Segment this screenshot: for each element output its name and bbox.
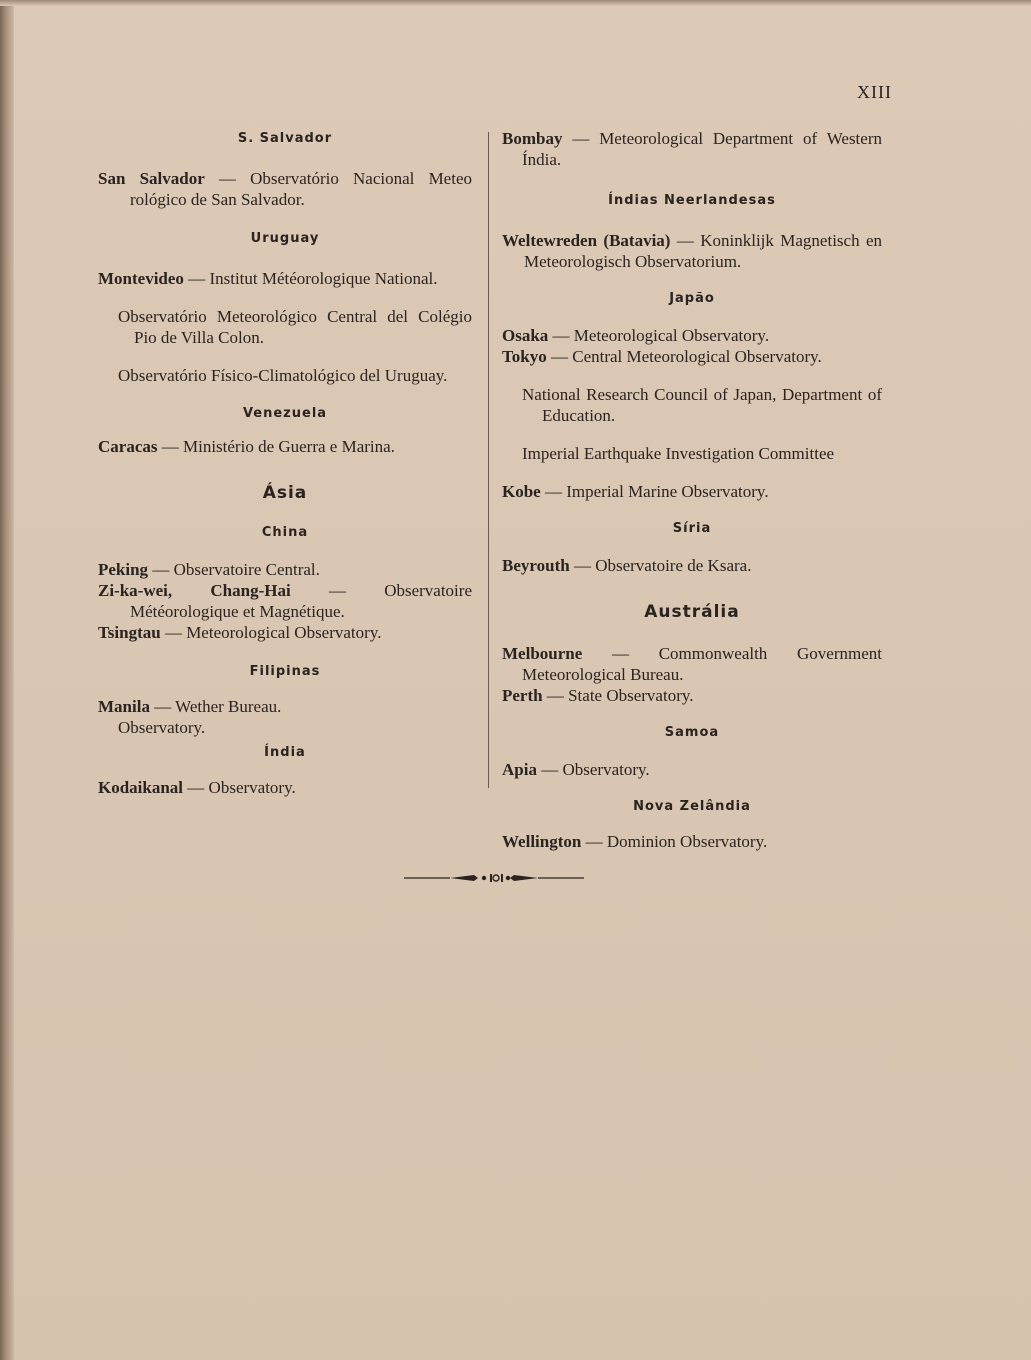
entry-city: Kobe bbox=[502, 482, 541, 501]
entry-city: Caracas bbox=[98, 437, 158, 456]
section-heading-nova-zelandia: Nova Zelândia bbox=[633, 799, 751, 814]
entry-apia bbox=[502, 759, 882, 780]
section-heading-uruguay: Uruguay bbox=[250, 231, 320, 246]
entry-text: — Observatoire Météorologique et Magnétique. bbox=[130, 581, 472, 621]
entry-city: Tokyo bbox=[502, 347, 547, 366]
right-column bbox=[502, 128, 882, 852]
entry-text: — Observatory. bbox=[536, 760, 650, 779]
entry-city: Wellington bbox=[502, 832, 582, 851]
entry-san-salvador bbox=[98, 168, 472, 210]
entry-city: Tsingtau bbox=[98, 623, 161, 642]
entry-kobe bbox=[502, 481, 882, 502]
entry-tokyo bbox=[502, 346, 882, 367]
entry-city: San Salvador bbox=[98, 169, 205, 188]
entry-text: — Central Meteorological Observatory. bbox=[546, 347, 822, 366]
entry-wellington bbox=[502, 831, 882, 852]
entry-text: — Meteorological Observatory. bbox=[548, 326, 770, 345]
section-heading-samoa: Samoa bbox=[664, 725, 720, 740]
entry-perth bbox=[502, 685, 882, 706]
entry-text: — Observatoire Central. bbox=[148, 560, 320, 579]
entry-city: Beyrouth bbox=[502, 556, 570, 575]
section-heading-filipinas: Filipinas bbox=[249, 664, 321, 679]
entry-text: — Commonwealth Government Meteorological Bureau. bbox=[522, 644, 882, 684]
entry-montevideo bbox=[98, 268, 472, 289]
entry-tsingtau bbox=[98, 622, 472, 643]
entry-city: Peking bbox=[98, 560, 149, 579]
entry-caracas bbox=[98, 436, 472, 457]
entry-text: — Wether Bureau. bbox=[149, 697, 282, 716]
left-column bbox=[98, 128, 472, 798]
entry-sub-line: Observatory. bbox=[118, 718, 206, 737]
ornamental-rule-icon bbox=[404, 870, 584, 886]
entry-text: — Observatory. bbox=[183, 778, 296, 797]
entry-city: Manila bbox=[98, 697, 150, 716]
entry-city: Kodaikanal bbox=[98, 778, 184, 797]
entry-sub-line: Imperial Earthquake Investigation Committee bbox=[522, 444, 835, 463]
entry-text: — State Observatory. bbox=[542, 686, 694, 705]
section-heading-india: Índia bbox=[264, 745, 306, 760]
entry-kodaikanal bbox=[98, 777, 472, 798]
entry-manila bbox=[98, 696, 472, 717]
entry-text: — Observatório Nacional Meteo rológico de San Salvador. bbox=[130, 169, 472, 209]
section-heading-venezuela: Venezuela bbox=[242, 406, 328, 421]
entry-weltewreden bbox=[502, 230, 882, 272]
entry-text: — Ministério de Guerra e Marina. bbox=[157, 437, 395, 456]
page-binding-edge bbox=[0, 0, 14, 1360]
entry-text: — Institut Météorologique National. bbox=[183, 269, 438, 288]
entry-text: — Dominion Observatory. bbox=[581, 832, 768, 851]
entry-city: Melbourne bbox=[502, 644, 583, 663]
region-title-asia: Ásia bbox=[262, 483, 308, 503]
entry-beyrouth bbox=[502, 555, 882, 576]
region-title-australia: Austrália bbox=[644, 602, 740, 622]
entry-sub-line: National Research Council of Japan, Department of Education. bbox=[522, 385, 882, 425]
entry-city: Montevideo bbox=[98, 269, 184, 288]
entry-city: Osaka bbox=[502, 326, 549, 345]
page-number: XIII bbox=[857, 82, 892, 102]
section-heading-s-salvador: S. Salvador bbox=[237, 131, 333, 146]
entry-text: — Imperial Marine Observatory. bbox=[540, 482, 769, 501]
entry-city: Zi-ka-wei, Chang-Hai bbox=[98, 581, 291, 600]
entry-zi-ka-wei bbox=[98, 580, 472, 622]
section-heading-siria: Síria bbox=[672, 521, 712, 536]
entry-city: Perth bbox=[502, 686, 543, 705]
entry-melbourne bbox=[502, 643, 882, 685]
entry-text: — Meteorological Observatory. bbox=[160, 623, 382, 642]
section-heading-china: China bbox=[261, 525, 309, 540]
entry-city: Weltewreden (Batavia) bbox=[502, 231, 671, 250]
column-divider bbox=[488, 132, 489, 788]
section-heading-indias-neerlandesas: Índias Neerlandesas bbox=[608, 193, 776, 208]
entry-city: Bombay bbox=[502, 129, 563, 148]
entry-bombay bbox=[502, 128, 882, 170]
entry-text: — Koninklijk Magnetisch en Meteorologisch Observatorium. bbox=[524, 231, 883, 271]
entry-text: — Observatoire de Ksara. bbox=[569, 556, 752, 575]
entry-peking bbox=[98, 559, 472, 580]
page-top-edge bbox=[0, 0, 1031, 6]
entry-sub-line: Observatório Físico-Climatológico del Uruguay. bbox=[118, 366, 448, 385]
section-heading-japao: Japão bbox=[669, 291, 715, 306]
entry-city: Apia bbox=[502, 760, 537, 779]
entry-text: — Meteorological Department of Western Índia. bbox=[522, 129, 882, 169]
entry-osaka bbox=[502, 325, 882, 346]
entry-sub-line: Observatório Meteorológico Central del Colégio Pio de Villa Colon. bbox=[118, 307, 472, 347]
